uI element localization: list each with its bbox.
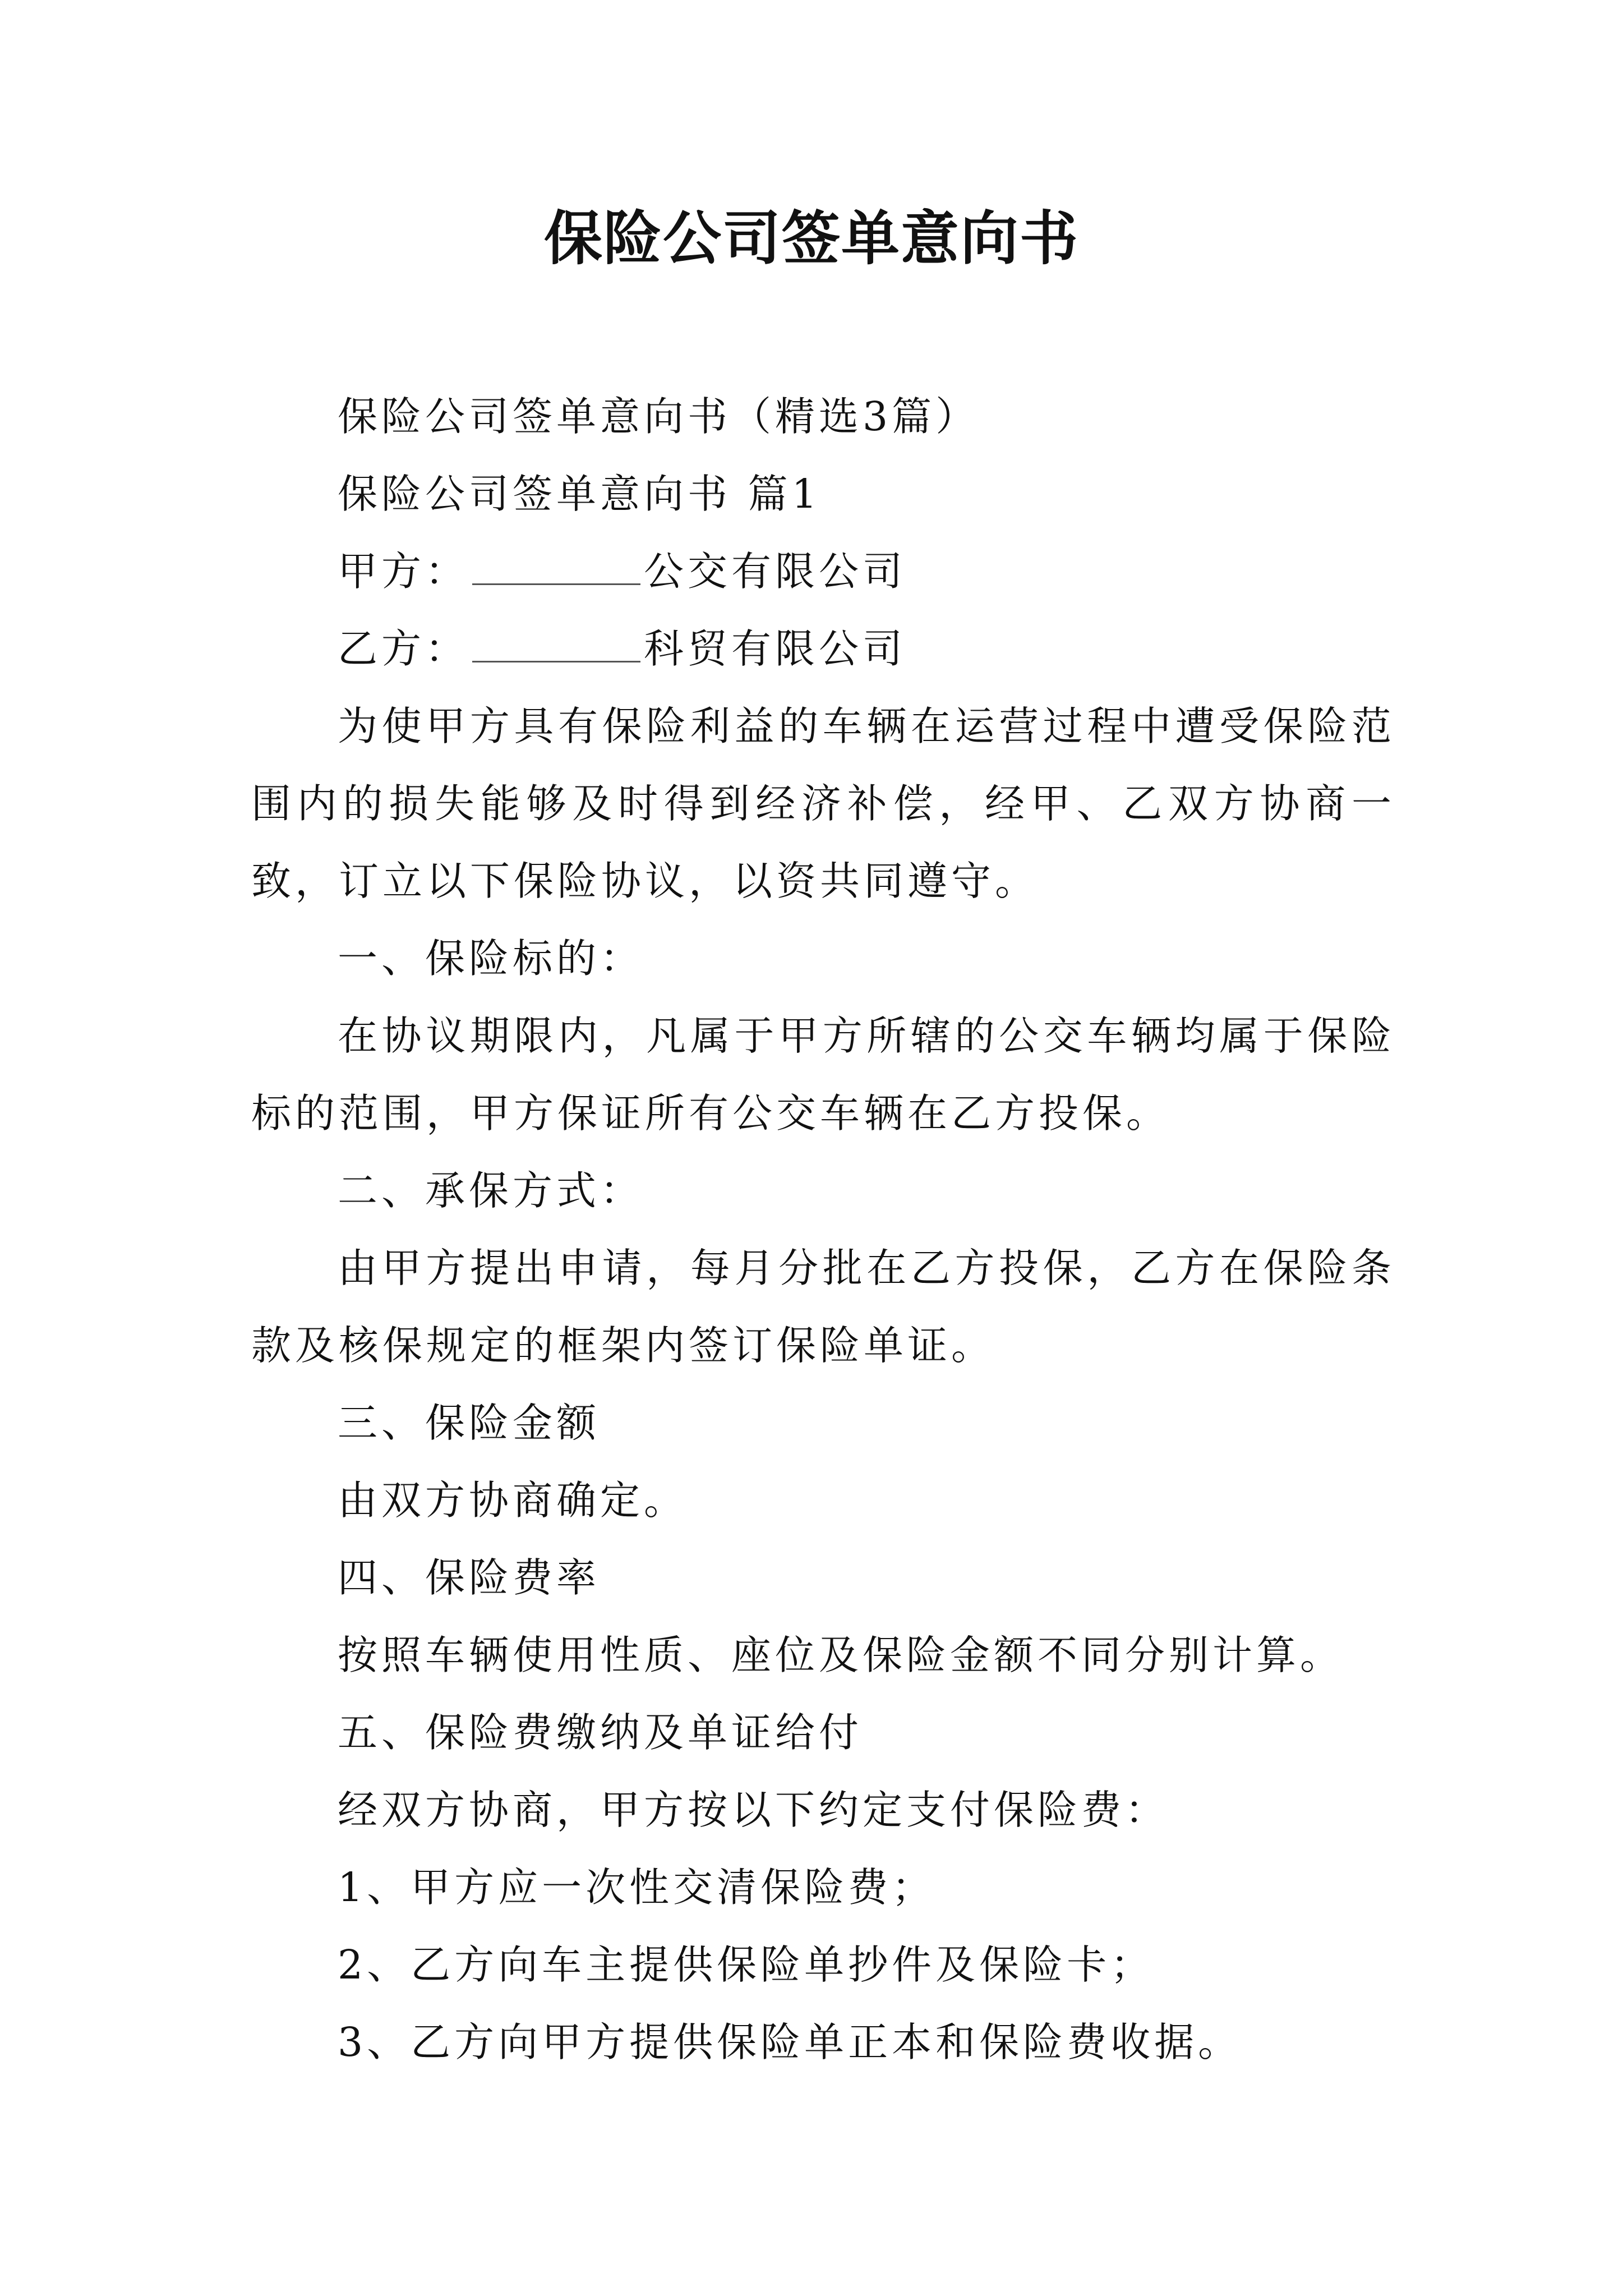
paragraph: 五、保险费缴纳及单证给付 xyxy=(338,1709,863,1756)
party-b-label: 乙方： xyxy=(338,625,469,672)
paragraph: 一、保险标的： xyxy=(338,935,644,982)
paragraph: 经双方协商，甲方按以下约定支付保险费： xyxy=(338,1787,1169,1833)
paragraph: 为使甲方具有保险利益的车辆在运营过程中遭受保险范围内的损失能够及时得到经济补偿，经甲、乙双方协商一致，订立以下保险协议，以资共同遵守。 xyxy=(251,703,1395,904)
party-a-blank xyxy=(472,552,640,585)
paragraph: 2、乙方向车主提供保险单抄件及保险卡； xyxy=(338,1941,1155,1988)
paragraph: 3、乙方向甲方提供保险单正本和保险费收据。 xyxy=(338,2019,1242,2065)
paragraph: 1、甲方应一次性交清保险费； xyxy=(338,1864,936,1911)
paragraph: 三、保险金额 xyxy=(338,1400,601,1446)
document-title: 保险公司签单意向书 xyxy=(543,204,1079,273)
paragraph: 由双方协商确定。 xyxy=(338,1477,688,1524)
party-a-name: 公交有限公司 xyxy=(644,548,907,595)
paragraph: 四、保险费率 xyxy=(338,1554,601,1601)
paragraph: 在协议期限内，凡属于甲方所辖的公交车辆均属于保险标的范围，甲方保证所有公交车辆在乙方投保。 xyxy=(251,1013,1395,1137)
party-b-name: 科贸有限公司 xyxy=(644,625,907,672)
party-a-label: 甲方： xyxy=(338,548,469,595)
document-body xyxy=(251,378,1395,2081)
section-heading: 保险公司签单意向书 篇1 xyxy=(338,471,821,517)
paragraph: 由甲方提出申请，每月分批在乙方投保，乙方在保险条款及核保规定的框架内签订保险单证。 xyxy=(251,1245,1395,1369)
party-b-line xyxy=(251,610,1395,688)
paragraph: 二、承保方式： xyxy=(338,1167,644,1214)
paragraph: 按照车辆使用性质、座位及保险金额不同分别计算。 xyxy=(338,1632,1344,1678)
document-subtitle: 保险公司签单意向书（精选3篇） xyxy=(338,393,980,440)
party-a-line xyxy=(251,533,1395,610)
party-b-blank xyxy=(472,629,640,662)
